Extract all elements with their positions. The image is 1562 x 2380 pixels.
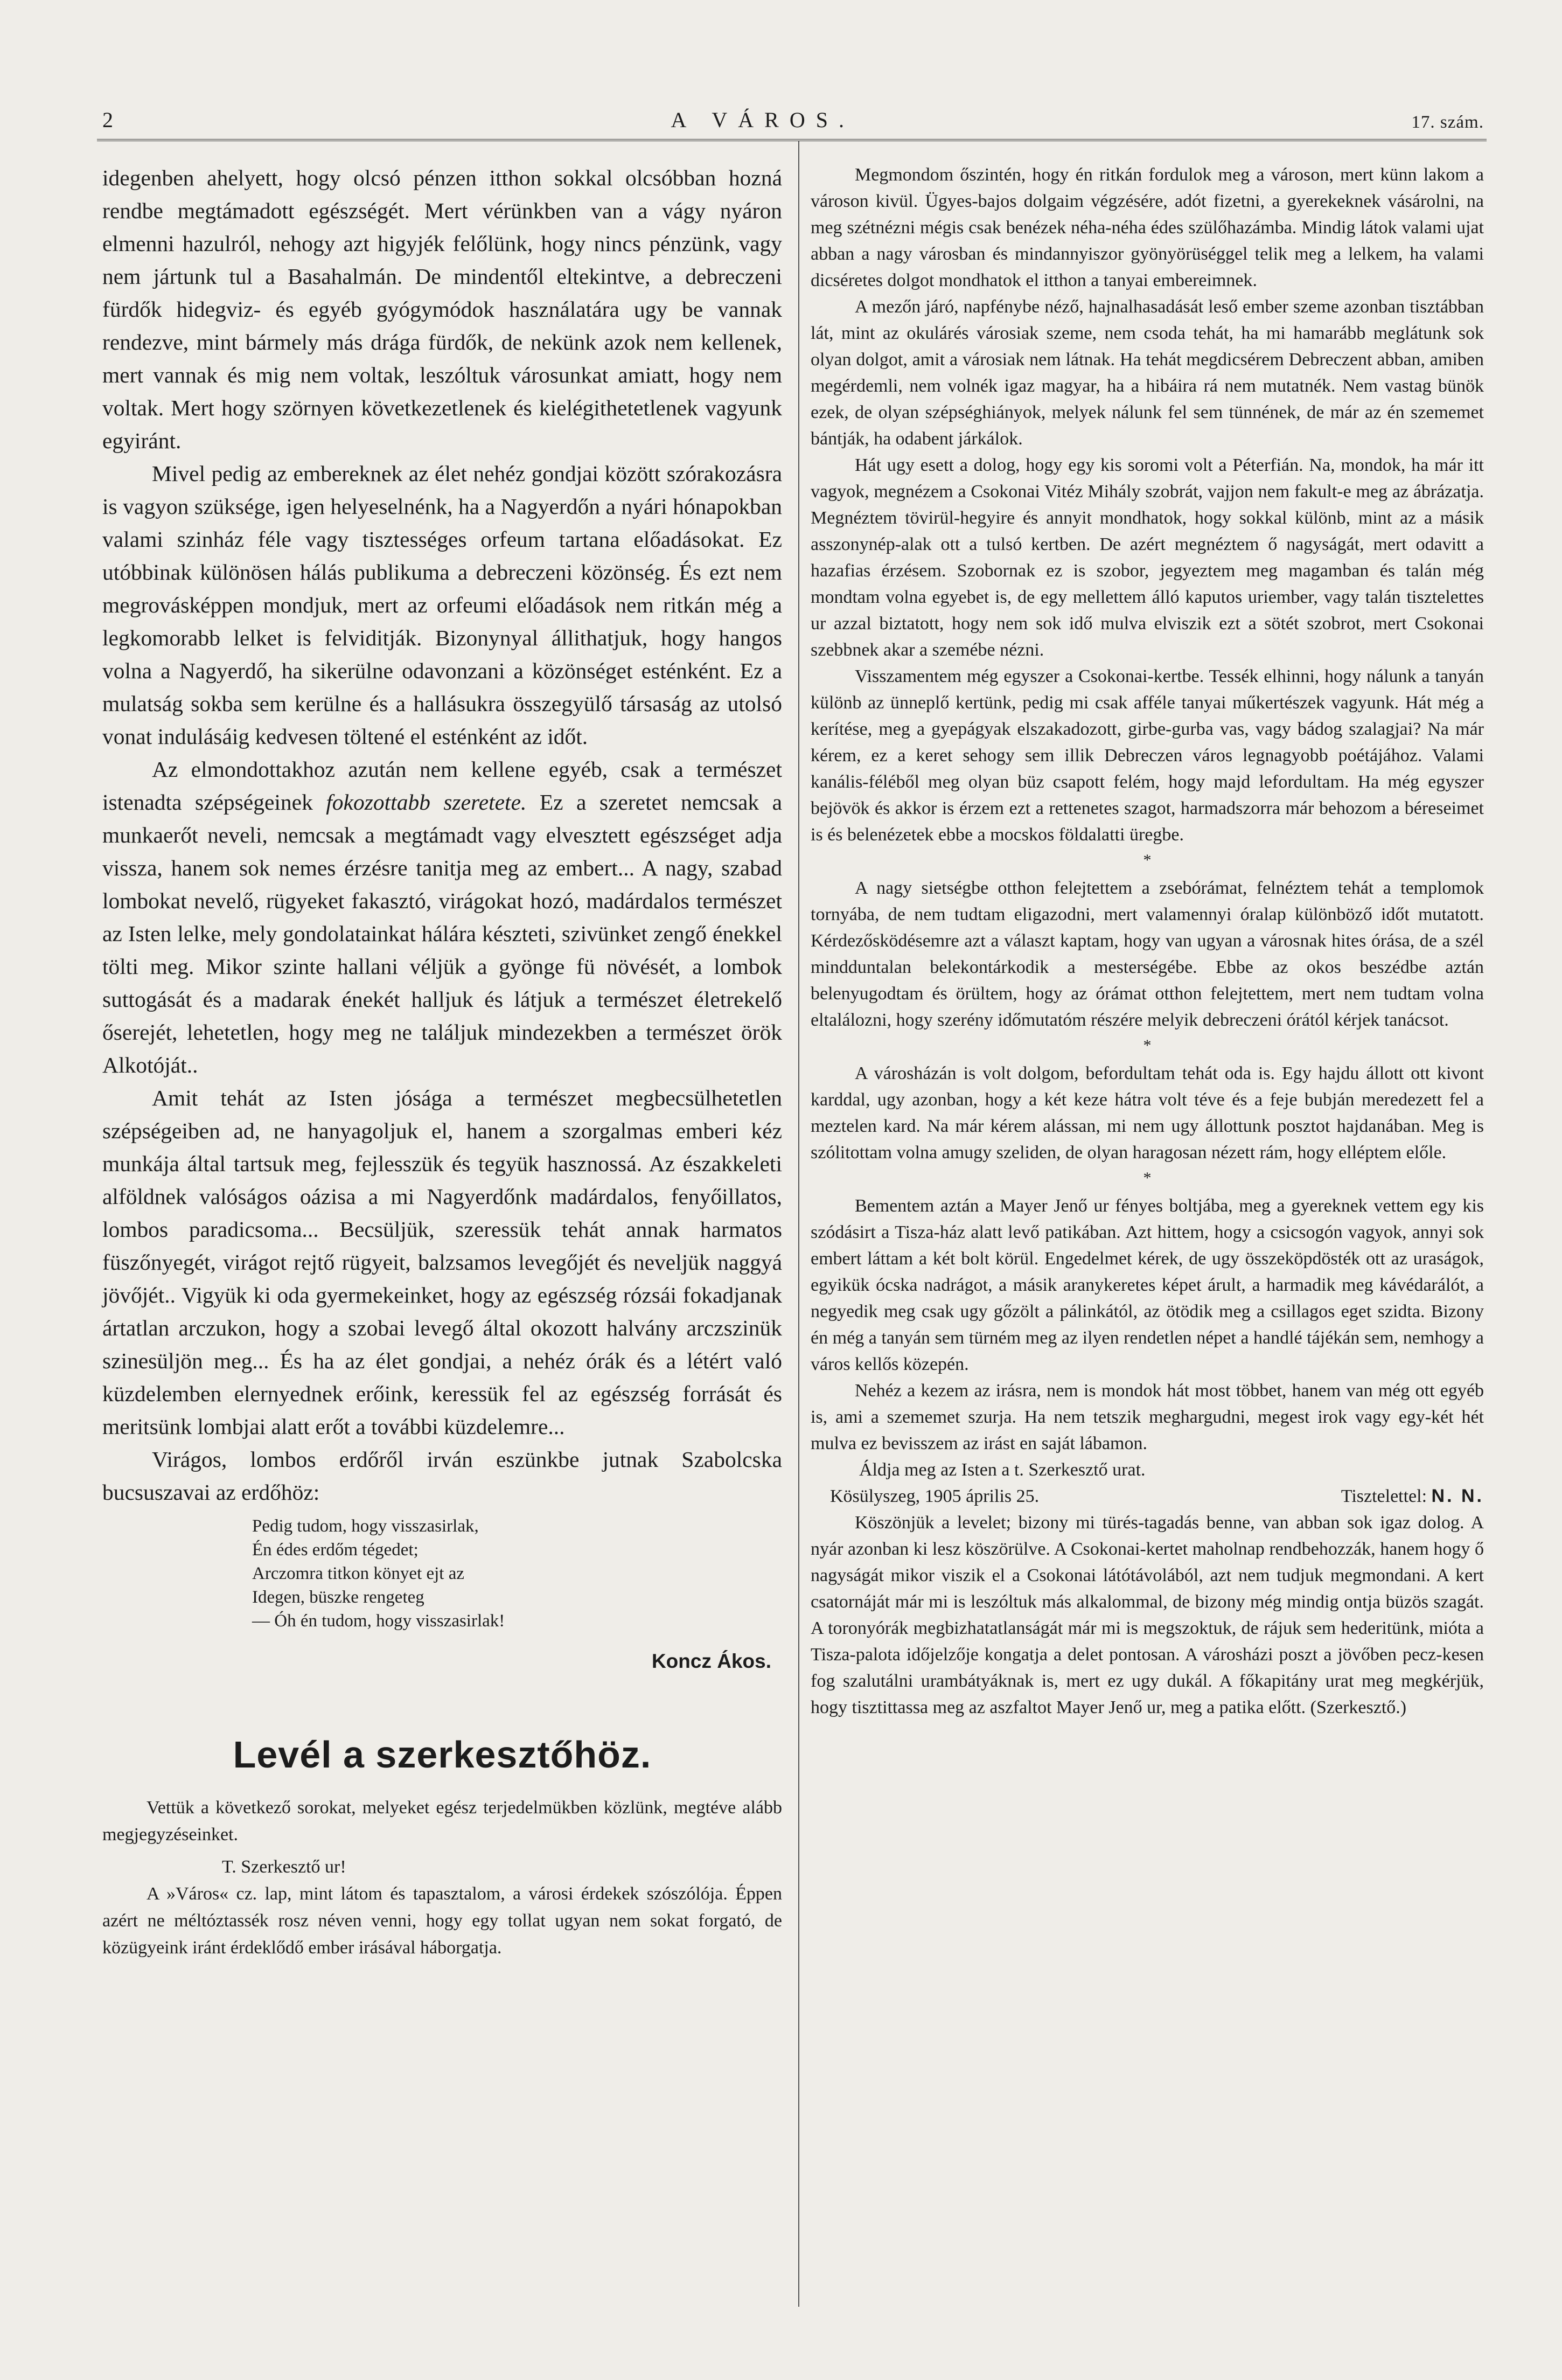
letter-signature-line	[811, 1483, 1484, 1509]
letter-paragraph: A mezőn járó, napfénybe néző, hajnalhasadását leső ember szeme azonban tisztábban lát, mint az okulárés városiak szeme, nem csoda tehát, ha mi hamarább meglátunk sok olyan dolgot, amit a városiak nem látnak. Ha tehát megdicsérem Debreczent abban, amiben megérdemli, nem volnék igaz magyar, ha a hibáira rá nem mutatnék. Nem vastag bünök ezek, de olyan szépséghiányok, melyek nálunk fel sem tünnének, de már az én szememet bántják, ha odabent járkálok.	[811, 297, 1484, 449]
right-column	[811, 162, 1484, 1721]
poem-line: Én édes erdőm tégedet;	[252, 1540, 419, 1560]
letter-salutation: T. Szerkesztő ur!	[222, 1857, 346, 1877]
letter-paragraph: Hát ugy esett a dolog, hogy egy kis soromi volt a Péterfián. Na, mondok, ha már itt vagyok, megnézem a Csokonai Vitéz Mihály szobrát, vajjon nem fakult-e meg az ábrázatja. Megnéztem tövirül-hegyire és annyit mondhatok, hogy sokkal különb, mint az a másik asszonynép-alak ott a tulsó kertben. De azért megnéztem ő nagyságát, mert odavitt a hazafias érzésem. Szobornak ez is szobor, jegyeztem meg magamban és talán még mondtam volna egyebet is, de egy mellettem álló kaputos uriember, vagy talán tisztelettes ur azzal biztatott, hogy nem sok idő mulva elviszik ezt a sötét szobrot, mert Csokonai szebbnek akar a szemébe nézni.	[811, 455, 1484, 660]
header-rule	[97, 139, 1487, 141]
letter-place-date: Kösülyszeg, 1905 április 25.	[830, 1486, 1040, 1506]
letter-regards: Tisztelettel:	[1341, 1486, 1427, 1506]
page-header	[102, 106, 1484, 133]
article-paragraph: Virágos, lombos erdőről irván eszünkbe jutnak Szabolcska bucsuszavai az erdőhöz:	[102, 1447, 782, 1505]
article-author: Koncz Ákos.	[651, 1650, 771, 1672]
section-headline: Levél a szerkesztőhöz.	[233, 1734, 652, 1776]
letter-opening: A »Város« cz. lap, mint látom és tapasztalom, a városi érdekek szószólója. Éppen azért ne méltóztassék rosz néven venni, hogy egy tollat ugyan nem sokat forgató, de közügyeink iránt érdeklődő ember irásával háborgatja.	[102, 1884, 782, 1958]
column-rule	[798, 141, 799, 2307]
letter-greeting: Áldja meg az Isten a t. Szerkesztő urat.	[859, 1460, 1146, 1480]
letter-signature	[1341, 1483, 1484, 1509]
letter-paragraph: Megmondom őszintén, hogy én ritkán fordulok meg a városon, mert künn lakom a városon kivül. Ügyes-bajos dolgaim végzésére, adót fizetni, a gyerekeknek vásárolni, na meg szétnézni mégis csak benézek néha-néha édes szülőhazámba. Mindig látok valami ujat abban a nagy városban és mindannyiszor gyönyörüséggel telik meg a lelkem, ha valami dicséretes dolgot mondhatok el itthon a tanyai embereimnek.	[811, 165, 1484, 290]
poem-line: Idegen, büszke rengeteg	[252, 1588, 424, 1607]
poem-line: Pedig tudom, hogy visszasirlak,	[252, 1516, 479, 1536]
left-column	[102, 162, 782, 1961]
article-paragraph: idegenben ahelyett, hogy olcsó pénzen itthon sokkal olcsóbban hozná rendbe megtámadott egészségét. Mert vérünkben van a vágy nyáron elmenni hazulról, nehogy azt higyjék felőlünk, hogy nincs pénzünk, vagy nem jártunk tul a Basahalmán. De mindentől eltekintve, a debreczeni fürdők hidegviz- és egyéb gyógymódok használatára ugy be vannak rendezve, mint bármely más drága fürdők, de nekünk azok nem kellenek, mert vannak és mig nem voltak, leszóltuk városunkat amiatt, hogy nem voltak. Mert hogy szörnyen következetlenek és kielégithetetlenek vagyunk egyiránt.	[102, 165, 782, 453]
publication-title: A VÁROS.	[671, 108, 855, 132]
article-paragraph: Amit tehát az Isten jósága a természet megbecsülhetetlen szépségeiben ad, ne hanyagoljuk el, hanem a szorgalmas emberi kéz munkája által tartsuk meg, fejlesszük és tegyük hasznossá. Az északkeleti alföldnek valóságos oázisa a mi Nagyerdőnk madárdalos, fenyőillatos, lombos paradicsoma... Becsüljük, szeressük tehát annak harmatos füszőnyegét, virágot rejtő rügyeit, balzsamos levegőjét és neveljük naggyá jövőjét.. Vigyük ki oda gyermekeinket, hogy az egészség rózsái fokadjanak ártatlan arczukon, hogy a szobai levegő által okozott halvány arczszinük szinesüljön meg... És ha az élet gondjai, a nehéz órák és a létért való küzdelemben elernyednek erőink, keressük fel az egészség forrását és meritsünk lombjai alatt erőt a további küzdelemre...	[102, 1085, 782, 1439]
paragraph-text: Ez a szeretet nemcsak a munkaerőt neveli, nemcsak a megtámadt vagy elvesztett egészséget adja vissza, hanem sok nemes érzésre tanitja meg az embert... A nagy, szabad lombokat nevelő, rügyeket fakasztó, virágokat hozó, madárdalos természet az Isten lelke, mely gondolatainkat hálára készteti, szivünket zengő énekkel tölti meg. Mikor szinte hallani véljük a gyönge fü növését, a lombok suttogását és a madarak énekét halljuk és látjuk a természet életrekelő őserejét, lehetetlen, hogy meg ne találjuk mindezekben a természet örök Alkotóját..	[102, 790, 782, 1077]
poem-quote	[252, 1514, 782, 1633]
issue-number: 17. szám.	[1411, 113, 1484, 132]
letter-paragraph: Nehéz a kezem az irásra, nem is mondok hát most többet, hanem van még ott egyéb is, ami a szememet szurja. Ha nem tetszik meghargudni, megest irok vagy egy-két hét mulva ez bevisszem az irást en saját lábamon.	[811, 1381, 1484, 1453]
page-number: 2	[102, 108, 114, 132]
letter-paragraph: A nagy sietségbe otthon felejtettem a zsebórámat, felnéztem tehát a templomok tornyába, de nem tudtam eligazodni, mert valamennyi óralap különböző időt mutatott. Kérdezősködésemre azt a választ kaptam, hogy van ugyan a városnak hites órása, de a szél mindduntalan belekontárkodik a mesterségébe. Ebbe az okos beszédbe aztán belenyugodtam és örültem, hogy az órámat otthon felejtettem, mert nem tudtam volna eltalálozni, hogy szerény időmutatóm részére melyik debreczeni órától kérjek tanácsot.	[811, 878, 1484, 1030]
letter-initials: N. N.	[1431, 1486, 1484, 1506]
poem-line: — Óh én tudom, hogy visszasirlak!	[252, 1611, 505, 1631]
section-divider-star: *	[1143, 851, 1152, 869]
letter-paragraph: Bementem aztán a Mayer Jenő ur fényes boltjába, meg a gyereknek vettem egy kis szódásirt a Tisza-ház alatt levő patikában. Azt hittem, hogy a csicsogón vagyok, annyi sok embert láttam a két bolt körül. Engedelmet kérek, de ugy összeköpdösték ott az uraságok, egyikük ócska nadrágot, a másik aranykeretes képet árult, a harmadik meg kávédarálót, a negyedik meg csak ugy gőzölt a pálinkától, az ötödik meg a csillagos eget szidta. Bizony én még a tanyán sem türném meg az ilyen rendetlen népet a handlé tájékán sem, nemhogy a város kellős közepén.	[811, 1196, 1484, 1374]
editor-reply: Köszönjük a levelet; bizony mi türés-tagadás benne, van abban sok igaz dolog. A nyár azonban ki lesz köszörülve. A Csokonai-kertet maholnap rendbehozzák, hanem hogy ő nagyságát mikor viszik el a Csokonai látótávolából, azt nem tudjuk megmondani. A kert csatornáját már mi is leszóltuk más alkalommal, de bizony még mindig ontja büzös szagát. A toronyórák megbizhatatlanságát már mi is megszoktuk, de rájuk sem hederitünk, mióta a Tisza-palota időjelzője kongatja a delet pontosan. A városházi poszt a jövőben pecz-kesen fog szalutálni urambátyáknak is, mert ez ugy dukál. A főkapitány urat meg megkérjük, hogy tisztittassa meg az aszfaltot Mayer Jenő ur, meg a patika előtt. (Szerkesztő.)	[811, 1513, 1484, 1717]
paragraph-text: Az elmondottakhoz azután nem kellene egyéb, csak a természet istenadta szépségeinek	[102, 757, 782, 815]
letter-intro: Vettük a következő sorokat, melyeket egész terjedelmükben közlünk, megtéve alább megjegyzéseinket.	[102, 1798, 782, 1845]
letter-paragraph: Visszamentem még egyszer a Csokonai-kertbe. Tessék elhinni, hogy nálunk a tanyán különb az ünneplő kertünk, pedig mi csak afféle tanyai műkertészek vagyunk. Hát még a kerítése, meg a gyepágyak elszakadozott, girbe-gurba vas, vagy bádog szalagjai? Na már kérem, ez a keret sehogy sem illik Debreczen város legnagyobb poétájához. Valami kanális-féléből meg olyan büz csapott felém, hogy majd lefordultam. Ha még egyszer bejövök és akkor is érzem ezt a rettenetes szagot, harmadszorra már behozom a béreseimet is és belenézetek ebbe a mocskos földalatti üregbe.	[811, 666, 1484, 845]
article-paragraph	[102, 753, 782, 1082]
section-divider-star: *	[1143, 1169, 1152, 1187]
poem-line: Arczomra titkon könyet ejt az	[252, 1564, 465, 1583]
article-paragraph: Mivel pedig az embereknek az élet nehéz gondjai között szórakozásra is vagyon szüksége, igen helyeselnénk, ha a Nagyerdőn a nyári hónapokban valami szinház féle vagy tisztességes orfeum tartana előadásokat. Ez utóbbinak különösen hálás publikuma a debreczeni közönség. És ezt nem megrovásképpen mondjuk, mert az orfeumi előadások nem ritkán még a legkomorabb lelket is felviditják. Bizonynyal állithatjuk, hogy hangos volna a Nagyerdő, ha sikerülne odavonzani a közönséget esténként. Ez a mulatság sokba sem kerülne és a hallásukra összegyülő társaság az utolsó vonat indulásáig kedvesen töltené el esténként az időt.	[102, 461, 782, 749]
letter-paragraph: A városházán is volt dolgom, befordultam tehát oda is. Egy hajdu állott ott kivont karddal, ugy azonban, hogy a két keze hátra volt téve és a feje bubján meredezett fel a meztelen kard. Na már kérem alássan, mi nem ugy állottunk posztot hajdanában. Meg is szólitottam volna amugy szeliden, de olyan haragosan nézett rám, hogy elléptem előle.	[811, 1063, 1484, 1163]
section-divider-star: *	[1143, 1036, 1152, 1054]
emphasized-phrase: fokozottabb szeretete.	[326, 790, 527, 815]
